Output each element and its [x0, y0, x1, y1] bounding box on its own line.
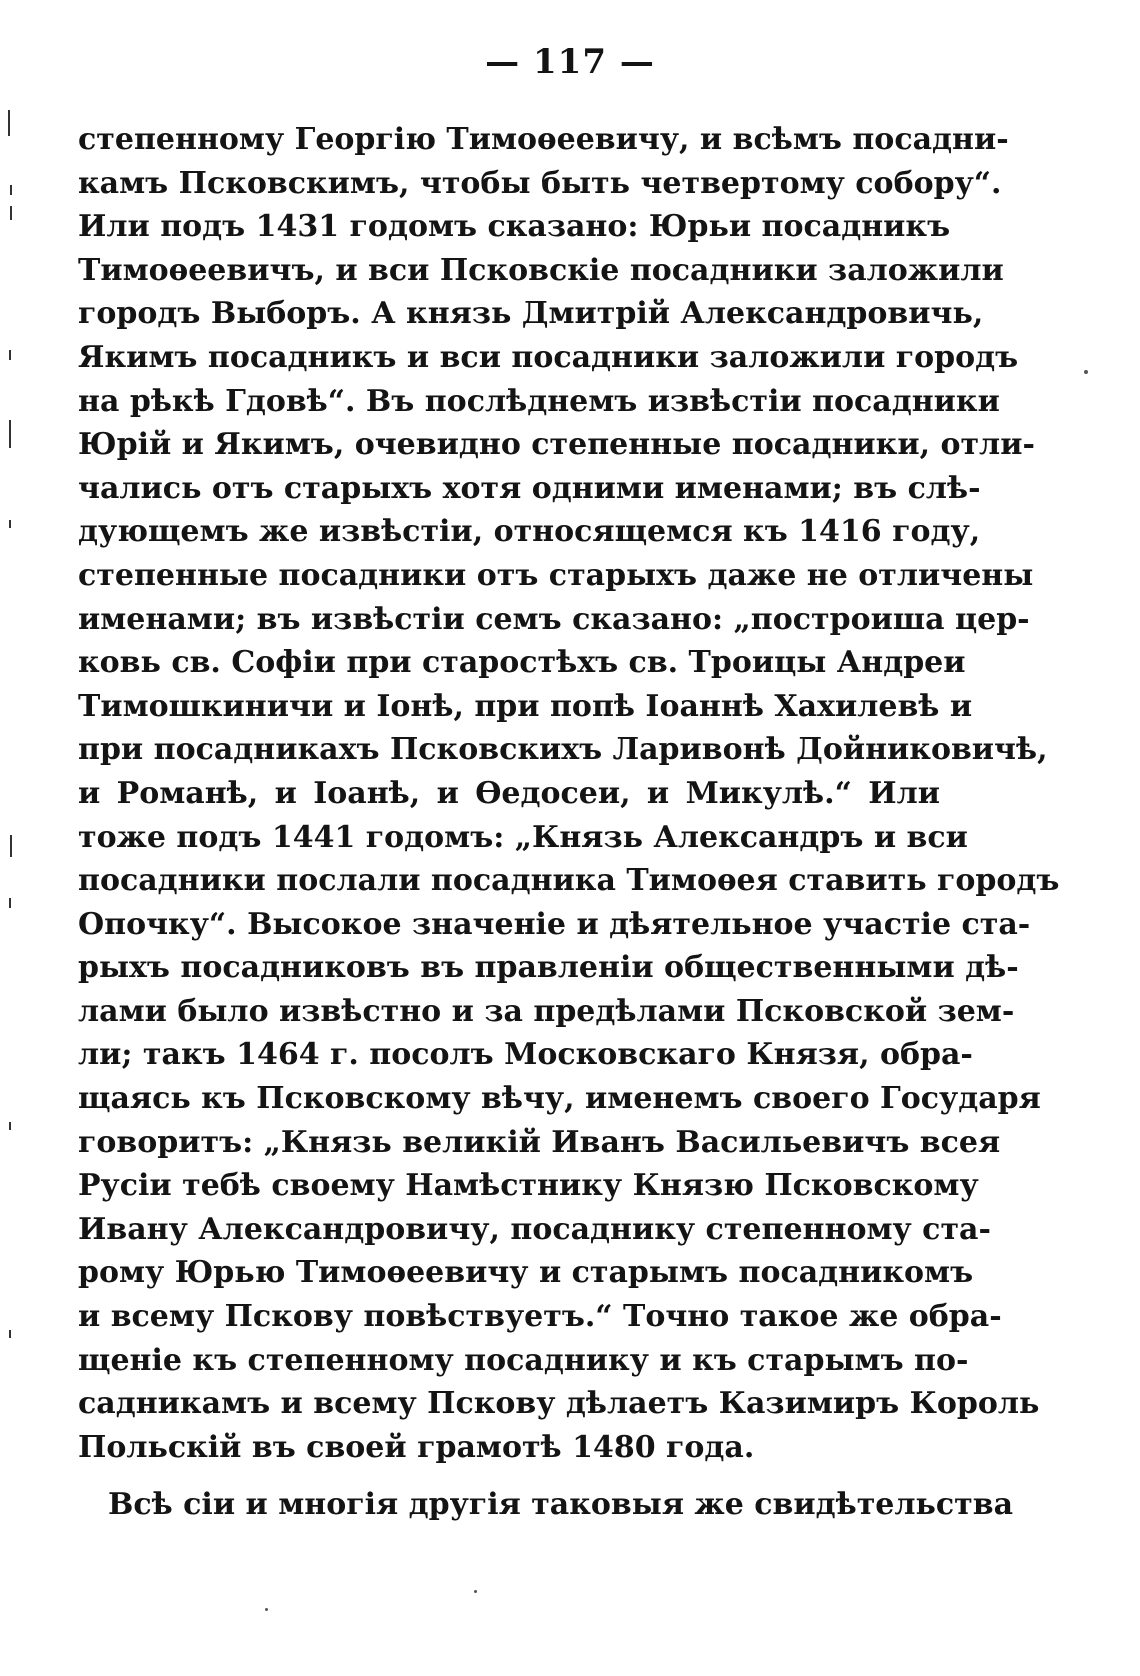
text-line: тоже подъ 1441 годомъ: „Князь Александръ и вси [78, 819, 968, 855]
text-line: ли; такъ 1464 г. посолъ Московскаго Князя, обра- [78, 1037, 973, 1073]
text-line: степенному Георгію Тимоѳеевичу, и всѣмъ посадни- [78, 122, 1009, 157]
text-line: Ивану Александровичу, посаднику степенному ста- [78, 1211, 991, 1247]
text-line: Юрій и Якимъ, очевидно степенные посадники, отли- [78, 427, 1035, 463]
text-line: степенные посадники отъ старыхъ даже не отличены [78, 557, 1034, 593]
paragraph-gap [78, 1469, 940, 1483]
page-number: — 117 — [485, 42, 655, 82]
text-line: посадники послали посадника Тимоѳея ставить городъ [78, 863, 1060, 899]
text-line: Русіи тебѣ своему Намѣстнику Князю Псковскому [78, 1168, 979, 1204]
text-line: рыхъ посадниковъ въ правленіи общественными дѣ- [78, 950, 1019, 986]
paragraph [78, 1483, 1014, 1527]
text-line: ковь св. Софіи при старостѣхъ св. Троицы Андреи [78, 645, 966, 681]
scan-speck [474, 1590, 477, 1593]
scan-speck [1084, 370, 1088, 374]
text-line: городъ Выборъ. А князь Дмитрій Александровичь, [78, 296, 984, 332]
text-line: говоритъ: „Князь великій Иванъ Васильевичъ всея [78, 1124, 1001, 1160]
text-line: Тимошкиничи и Іонѣ, при попѣ Іоаннѣ Хахилевѣ и [78, 688, 973, 724]
text-line: дующемъ же извѣстіи, относящемся къ 1416 году, [78, 514, 981, 550]
margin-scan-mark [9, 350, 11, 360]
text-line: садникамъ и всему Пскову дѣлаетъ Казимиръ Король [78, 1386, 1040, 1422]
text-line: камъ Псковскимъ, чтобы быть четвертому собору“. [78, 165, 1002, 201]
margin-scan-mark [10, 835, 12, 857]
text-line: на рѣкѣ Гдовѣ“. Въ послѣднемъ извѣстіи посадники [78, 383, 1000, 419]
margin-scan-mark [9, 1122, 11, 1130]
scan-speck [265, 1608, 268, 1611]
margin-scan-mark [10, 185, 12, 195]
text-line: Или подъ 1431 годомъ сказано: Юрьи посадникъ [78, 209, 951, 245]
text-line: рому Юрью Тимоѳеевичу и старымъ посадникомъ [78, 1255, 974, 1291]
text-line: Польскій въ своей грамотѣ 1480 года. [78, 1429, 755, 1465]
margin-scan-mark [10, 206, 12, 220]
text-line: и Романѣ, и Іоанѣ, и Ѳедосеи, и Микулѣ.“ Или [78, 775, 940, 811]
text-line: чались отъ старыхъ хотя одними именами; въ слѣ- [78, 470, 981, 506]
margin-scan-mark [9, 1330, 11, 1338]
body-text [78, 118, 1060, 1527]
margin-scan-mark [9, 898, 11, 908]
text-line: Опочку“. Высокое значеніе и дѣятельное участіе ста- [78, 906, 1031, 942]
paragraph [78, 118, 1060, 1469]
text-line: щеніе къ степенному посаднику и къ старымъ по- [78, 1342, 969, 1378]
text-line: Якимъ посадникъ и вси посадники заложили городъ [78, 339, 1019, 375]
margin-scan-mark [8, 110, 10, 136]
text-line: лами было извѣстно и за предѣлами Псковской зем- [78, 993, 1015, 1029]
margin-scan-mark [9, 420, 11, 448]
text-line: щаясь къ Псковскому вѣчу, именемъ своего Государя [78, 1081, 1041, 1117]
text-line: при посадникахъ Псковскихъ Ларивонѣ Дойниковичѣ, [78, 732, 1048, 768]
text-line: именами; въ извѣстіи семъ сказано: „построиша цер- [78, 601, 1030, 637]
text-line: Тимоѳеевичъ, и вси Псковскіе посадники заложили [78, 252, 1004, 288]
text-line: и всему Пскову повѣствуетъ.“ Точно такое же обра- [78, 1299, 1002, 1335]
margin-scan-mark [9, 520, 11, 528]
text-line: Всѣ сіи и многія другія таковыя же свидѣтельства [108, 1487, 1014, 1523]
